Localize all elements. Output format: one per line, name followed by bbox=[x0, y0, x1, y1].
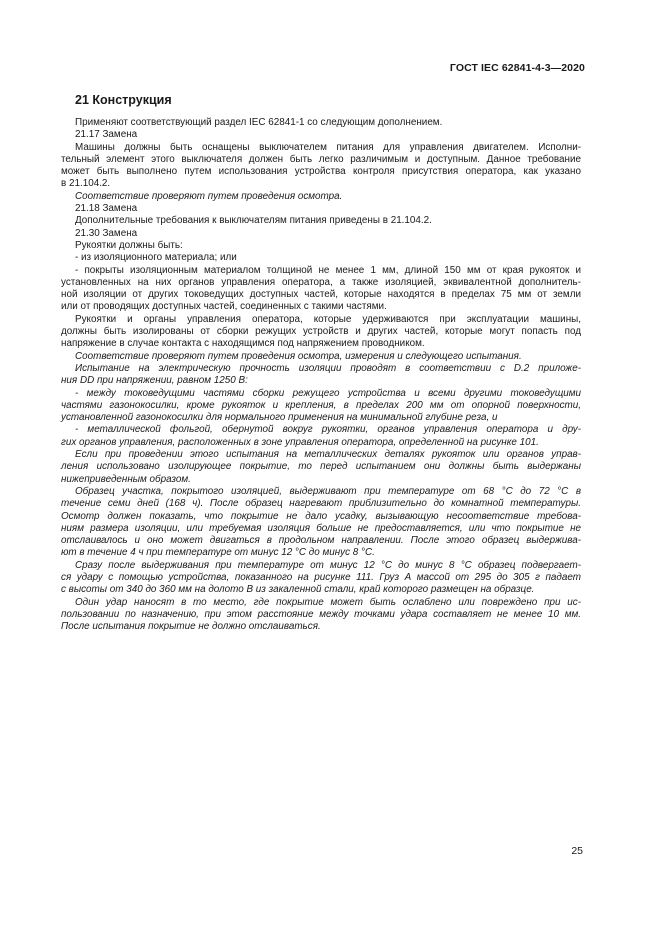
text-line: ниям размера изоляции, или требуемая изоляция больше не предоставляется, или что покрытие не bbox=[61, 522, 581, 534]
text-line: установленной газонокосилки для нормального применения на минимальной глубине реза, и bbox=[61, 412, 498, 424]
text-line: нижеприведенным образом. bbox=[61, 473, 191, 485]
paragraph bbox=[61, 486, 581, 560]
paragraph bbox=[61, 252, 581, 264]
paragraph bbox=[61, 191, 581, 203]
paragraph bbox=[61, 351, 581, 363]
text-line: ния DD при напряжении, равном 1250 В: bbox=[61, 375, 248, 387]
text-line: Испытание на электрическую прочность изоляции проводят в соответствии с D.2 приложе- bbox=[75, 362, 581, 374]
text-line: гих органов управления, расположенных в зоне управления оператора, определенной на рисунке 101. bbox=[61, 436, 539, 448]
text-line: частями газонокосилки, кроме рукояток и крепления, в пределах 200 мм от опорной поверхности, bbox=[61, 399, 581, 411]
paragraph bbox=[61, 265, 581, 314]
text-line: пользовании по назначению, при этом расстояние между точками удара составляет не менее 10 мм. bbox=[61, 608, 581, 620]
paragraph bbox=[61, 424, 581, 449]
text-line: отслаивалось и оно может двигаться в продольном направлении. После этого образец выдержива- bbox=[61, 535, 581, 547]
text-line: Машины должны быть оснащены выключателем питания для управления двигателем. Исполни- bbox=[75, 141, 581, 153]
text-line: должны быть изолированы от сборки режущих устройств и других частей, которые могут попасть под bbox=[61, 326, 581, 338]
text-line: или от проводящих доступных частей, соединенных с такими частями. bbox=[61, 301, 387, 313]
text-line: - металлической фольгой, обернутой вокруг рукоятки, органов управления оператора и дру- bbox=[75, 424, 581, 436]
text-line: в 21.104.2. bbox=[61, 178, 111, 190]
text-line: 21.18 Замена bbox=[75, 203, 138, 215]
text-line: установленных на них органов управления оператора, а также изоляцией, эквивалентной дополнитель- bbox=[61, 276, 581, 288]
text-line: Образец участка, покрытого изоляцией, выдерживают при температуре от 68 °С до 72 °С в bbox=[75, 485, 581, 497]
text-line: Если при проведении этого испытания на металлических деталях рукояток или органов управ- bbox=[75, 449, 581, 461]
document-body bbox=[61, 117, 581, 633]
text-line: ления использовано изолирующее покрытие, то перед испытанием они должны быть выдержаны bbox=[61, 461, 581, 473]
text-line: с высоты от 340 до 360 мм на долото В из закаленной стали, край которого размещен на образце. bbox=[61, 584, 535, 596]
text-line: Рукоятки должны быть: bbox=[75, 239, 183, 251]
text-line: Осмотр должен показать, что покрытие не дало усадку, вызывающую несоответствие требова- bbox=[61, 510, 581, 522]
text-line: - между токоведущими частями сборки режущего устройства и всеми другими токоведущими bbox=[75, 387, 581, 399]
paragraph bbox=[61, 363, 581, 388]
paragraph bbox=[61, 228, 581, 240]
text-line: Соответствие проверяют путем проведения осмотра. bbox=[75, 190, 343, 202]
text-line: тельный элемент этого выключателя должен быть легко различимым и доступным. Данное требование bbox=[61, 153, 581, 165]
paragraph bbox=[61, 203, 581, 215]
text-line: После испытания покрытие не должно отслаиваться. bbox=[61, 621, 321, 633]
paragraph bbox=[61, 597, 581, 634]
text-line: течение семи дней (168 ч). После образец нагревают приблизительно до комнатной температуры. bbox=[61, 498, 581, 510]
text-line: Один удар наносят в то место, где покрытие может быть ослаблено или повреждено при ис- bbox=[75, 596, 581, 608]
text-line: - покрыты изоляционным материалом толщиной не менее 1 мм, длиной 150 мм от края рукояток и bbox=[75, 264, 581, 276]
text-line: ся удару с помощью устройства, показанного на рисунке 111. Груз А массой от 295 до 305 г падает bbox=[61, 571, 581, 583]
page-number: 25 bbox=[571, 845, 583, 857]
text-line: 21.17 Замена bbox=[75, 129, 138, 141]
paragraph bbox=[61, 142, 581, 191]
document-header: ГОСТ IEC 62841-4-3—2020 bbox=[449, 62, 585, 74]
text-line: Применяют соответствующий раздел IEC 62841-1 со следующим дополнением. bbox=[75, 117, 443, 128]
text-line: ют в течение 4 ч при температуре от минус 12 °С до минус 8 °С. bbox=[61, 547, 375, 559]
paragraph bbox=[61, 240, 581, 252]
paragraph bbox=[61, 560, 581, 597]
text-line: Дополнительные требования к выключателям питания приведены в 21.104.2. bbox=[75, 215, 432, 227]
text-line: Сразу после выдерживания при температуре от минус 12 °С до минус 8 °С образец подвергает- bbox=[75, 559, 581, 571]
text-line: - из изоляционного материала; или bbox=[75, 252, 237, 264]
text-line: Рукоятки и органы управления оператора, которые удерживаются при эксплуатации машины, bbox=[75, 313, 581, 325]
text-line: напряжение в случае контакта с находящимся под напряжением проводником. bbox=[61, 338, 425, 350]
paragraph bbox=[61, 388, 581, 425]
paragraph bbox=[61, 314, 581, 351]
section-title: 21 Конструкция bbox=[75, 93, 172, 107]
paragraph bbox=[61, 117, 581, 129]
paragraph bbox=[61, 129, 581, 141]
paragraph bbox=[61, 215, 581, 227]
text-line: ной изоляции от других токоведущих доступных частей, которые находятся в пределах 75 мм от земли bbox=[61, 289, 581, 301]
paragraph bbox=[61, 449, 581, 486]
text-line: может быть выполнено путем использования устройства контроля присутствия оператора, как указано bbox=[61, 166, 581, 178]
text-line: Соответствие проверяют путем проведения осмотра, измерения и следующего испытания. bbox=[75, 350, 522, 362]
text-line: 21.30 Замена bbox=[75, 227, 138, 239]
